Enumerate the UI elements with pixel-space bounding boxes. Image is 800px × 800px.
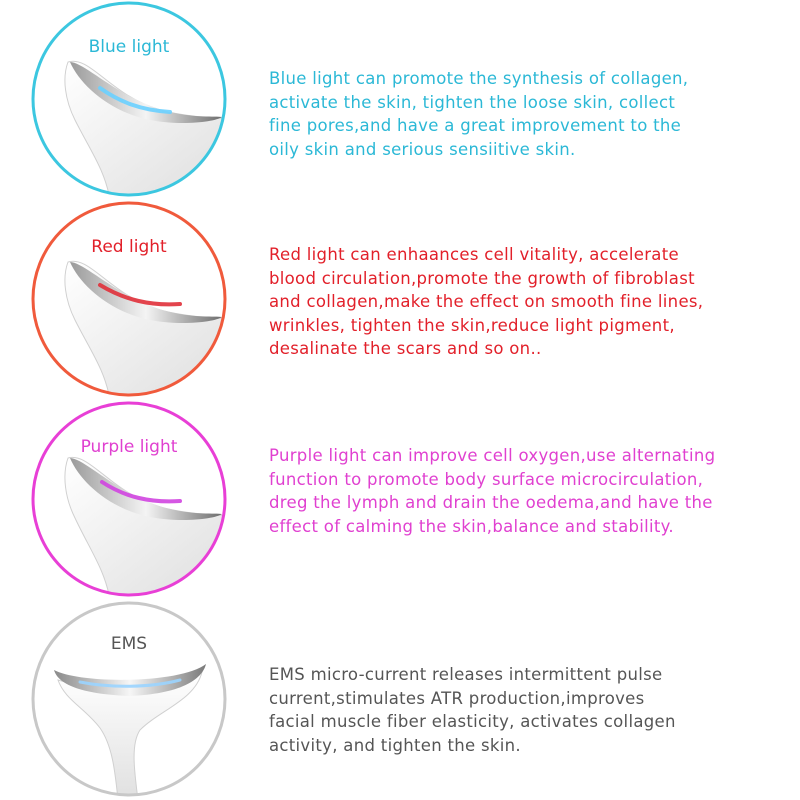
purple-light-label: Purple light: [80, 437, 178, 457]
blue-light-label: Blue light: [88, 37, 170, 57]
purple-light-description: Purple light can improve cell oxygen,use alternating function to promote body surface microcirculation, dreg the lymph and drain the oedema,and have the effect of calming the skin,balance and stability.: [269, 446, 716, 536]
device-red-light-icon: [30, 200, 228, 398]
red-light-description: Red light can enhaances cell vitality, accelerate blood circulation,promote the growth of fibroblast and collagen,make the effect on smooth fine lines, wrinkles, tighten the skin,reduce light pigment, desalinate the scars and so on..: [269, 245, 704, 358]
red-light-label: Red light: [91, 237, 167, 257]
blue-light-badge: [30, 0, 228, 198]
device-blue-light-icon: [30, 0, 228, 198]
ems-description: EMS micro-current releases intermittent pulse current,stimulates ATR production,improves facial muscle fiber elasticity, activates collagen activity, and tighten the skin.: [269, 665, 676, 755]
ems-label: EMS: [110, 634, 148, 654]
purple-light-badge: [30, 400, 228, 598]
ems-badge: [30, 600, 228, 798]
ems-section: [0, 600, 800, 800]
device-ems-icon: [30, 600, 228, 798]
blue-light-description: Blue light can promote the synthesis of collagen, activate the skin, tighten the loose skin, collect fine pores,and have a great improvement to the oily skin and serious sensiitive skin.: [269, 69, 689, 159]
device-purple-light-icon: [30, 400, 228, 598]
purple-light-section: [0, 400, 800, 600]
blue-light-section: [0, 0, 800, 200]
red-light-section: [0, 200, 800, 400]
red-light-badge: [30, 200, 228, 398]
